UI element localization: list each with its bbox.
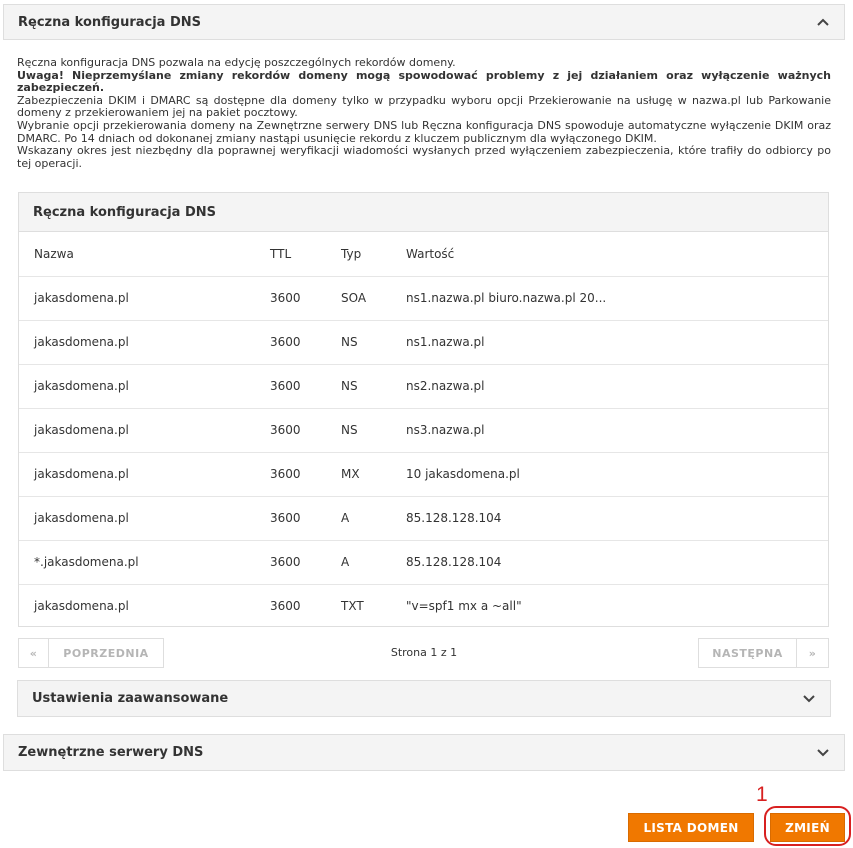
cell-ttl: 3600 [270,599,301,614]
cell-name: jakasdomena.pl [19,452,270,496]
cell-type: SOA [341,276,406,320]
chevron-down-icon[interactable] [816,746,830,760]
change-button[interactable]: ZMIEŃ [770,813,845,842]
table-row[interactable] [19,540,828,584]
list-domains-button[interactable]: LISTA DOMEN [628,813,754,842]
cell-ttl: 3600 [270,320,341,364]
cell-ttl: 3600 [270,540,341,584]
cell-value: ns1.nazwa.pl biuro.nazwa.pl 20... [406,276,828,320]
column-header-name: Nazwa [19,232,270,276]
cell-name: jakasdomena.pl [19,320,270,364]
cell-value: "v=spf1 mx a ~all" [406,599,522,614]
cell-name: jakasdomena.pl [19,364,270,408]
table-row[interactable] [19,496,828,540]
annotation-number: 1 [756,783,768,806]
cell-type: NS [341,320,406,364]
column-header-type: Typ [341,232,406,276]
cell-value: ns1.nazwa.pl [406,320,828,364]
cell-value: 85.128.128.104 [406,496,828,540]
cell-name: *.jakasdomena.pl [19,540,270,584]
description-line: Ręczna konfiguracja DNS pozwala na edycję poszczególnych rekordów domeny. [17,56,456,69]
cell-type: A [341,496,406,540]
table-row[interactable] [19,276,828,320]
pagination-prev-button[interactable]: POPRZEDNIA [49,638,164,668]
description-line: Wskazany okres jest niezbędny dla poprawnej weryfikacji wiadomości wysłanych przed wyłączeniem zabezpieczenia, które trafiły do odbiorcy po tej operacji. [17,144,831,170]
advanced-settings-title: Ustawienia zaawansowane [32,691,229,706]
table-row[interactable] [19,320,828,364]
column-header-ttl: TTL [270,232,341,276]
table-header-row [19,232,828,276]
description-line: Zabezpieczenia DKIM i DMARC są dostępne dla domeny tylko w przypadku wyboru opcji Przekierowanie na usługę w nazwa.pl lub Parkowanie domeny z przekierowaniem jej na pakiet pocztowy. [17,93,831,120]
description-warning: Uwaga! Nieprzemyślane zmiany rekordów domeny mogą spowodować problemy z jej działaniem oraz wyłączenie ważnych zabezpieczeń. [17,68,831,95]
external-dns-header[interactable] [3,734,845,771]
cell-value: 85.128.128.104 [406,540,828,584]
cell-ttl: 3600 [270,408,341,452]
cell-name: jakasdomena.pl [34,599,129,614]
cell-value: ns3.nazwa.pl [406,408,828,452]
pagination-next-button[interactable]: NASTĘPNA [698,638,797,668]
pagination-last-button[interactable]: » [797,638,829,668]
dns-records-title: Ręczna konfiguracja DNS [19,193,828,232]
cell-type: MX [341,452,406,496]
description-line: Wybranie opcji przekierowania domeny na Zewnętrzne serwery DNS lub Ręczna konfiguracja DNS spowoduje automatyczne wyłączenie DKIM oraz DMARC. Po 14 dniach od dokonanej zmiany nastąpi usunięcie rekordu z kluczem publicznym dla wyłączonego DKIM. [17,118,831,145]
cell-ttl: 3600 [270,276,341,320]
column-header-value: Wartość [406,232,828,276]
manual-dns-panel-title: Ręczna konfiguracja DNS [18,14,202,30]
pagination [18,638,830,670]
table-row[interactable] [19,584,828,628]
cell-ttl: 3600 [270,496,341,540]
cell-name: jakasdomena.pl [19,276,270,320]
dns-description [17,57,831,170]
external-dns-title: Zewnętrzne serwery DNS [18,745,204,760]
cell-type: TXT [341,599,364,614]
chevron-up-icon[interactable] [816,15,830,29]
advanced-settings-header[interactable] [17,680,831,717]
chevron-down-icon[interactable] [802,692,816,706]
cell-name: jakasdomena.pl [19,408,270,452]
cell-ttl: 3600 [270,452,341,496]
pagination-info: Strona 1 z 1 [390,646,458,659]
cell-name: jakasdomena.pl [19,496,270,540]
pagination-first-button[interactable]: « [18,638,49,668]
cell-value: 10 jakasdomena.pl [406,452,828,496]
manual-dns-panel-header[interactable] [3,4,845,40]
table-row[interactable] [19,452,828,496]
cell-value: ns2.nazwa.pl [406,364,828,408]
cell-type: NS [341,408,406,452]
table-row[interactable] [19,408,828,452]
cell-type: A [341,540,406,584]
cell-type: NS [341,364,406,408]
dns-records-box [18,192,829,627]
table-row[interactable] [19,364,828,408]
dns-records-table [19,232,828,628]
cell-ttl: 3600 [270,364,341,408]
